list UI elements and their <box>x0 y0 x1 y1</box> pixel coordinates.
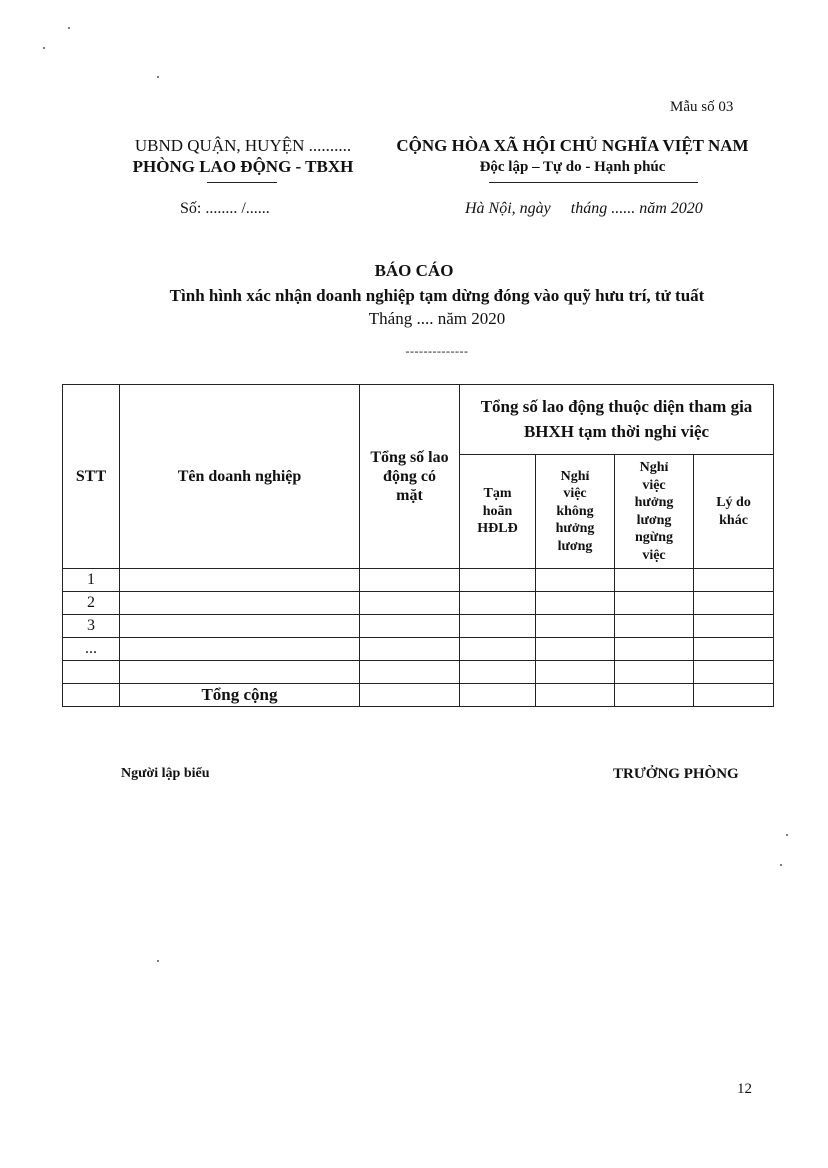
cell <box>615 638 694 661</box>
cell <box>694 592 774 615</box>
head-signature-label: TRƯỞNG PHÒNG <box>613 766 739 782</box>
total-row <box>63 684 774 707</box>
page-number: 12 <box>737 1081 752 1097</box>
national-title: CỘNG HÒA XÃ HỘI CHỦ NGHĨA VIỆT NAM <box>396 136 749 155</box>
scan-speck <box>43 47 45 49</box>
authority-line-2: PHÒNG LAO ĐỘNG - TBXH <box>132 157 354 176</box>
scan-speck <box>157 76 159 78</box>
cell <box>120 615 360 638</box>
issuing-authority <box>118 136 368 177</box>
scan-speck <box>780 864 782 866</box>
national-header <box>380 136 765 176</box>
cell <box>615 661 694 684</box>
row-stt: ... <box>63 638 120 661</box>
cell <box>615 569 694 592</box>
form-number: Mẫu số 03 <box>670 99 734 115</box>
scan-speck <box>786 834 788 836</box>
cell <box>120 661 360 684</box>
cell <box>460 592 536 615</box>
cell <box>694 661 774 684</box>
place-and-date: Hà Nội, ngày tháng ...... năm 2020 <box>465 200 703 217</box>
col-header-unpaid: Nghỉ việc không hưởng lương <box>536 455 615 569</box>
cell <box>120 592 360 615</box>
header-row-1 <box>63 385 774 455</box>
report-title: BÁO CÁO <box>374 261 454 280</box>
cell <box>360 569 460 592</box>
row-stt: 3 <box>63 615 120 638</box>
title-divider: -------------- <box>405 344 469 358</box>
row-stt <box>63 661 120 684</box>
table-row <box>63 615 774 638</box>
cell <box>460 569 536 592</box>
cell <box>694 638 774 661</box>
cell <box>536 615 615 638</box>
table-row <box>63 592 774 615</box>
row-stt: 2 <box>63 592 120 615</box>
scan-speck <box>157 960 159 962</box>
national-motto: Độc lập – Tự do - Hạnh phúc <box>479 159 666 175</box>
total-label: Tổng cộng <box>120 684 360 707</box>
cell <box>615 615 694 638</box>
cell <box>460 684 536 707</box>
col-header-other: Lý do khác <box>694 455 774 569</box>
cell <box>615 684 694 707</box>
cell <box>360 684 460 707</box>
table-row <box>63 661 774 684</box>
cell <box>615 592 694 615</box>
cell <box>536 661 615 684</box>
cell <box>360 592 460 615</box>
scan-speck <box>68 27 70 29</box>
col-header-suspended: Tạm hoãn HĐLĐ <box>460 455 536 569</box>
cell <box>63 684 120 707</box>
col-header-paid: Nghỉ việc hưởng lương ngừng việc <box>615 455 694 569</box>
cell <box>694 569 774 592</box>
table-row <box>63 569 774 592</box>
cell <box>120 569 360 592</box>
cell <box>694 615 774 638</box>
col-header-present: Tổng số lao động có mặt <box>360 385 460 569</box>
col-header-group: Tổng số lao động thuộc diện tham gia BHXH tạm thời nghỉ việc <box>460 385 774 455</box>
cell <box>460 661 536 684</box>
row-stt: 1 <box>63 569 120 592</box>
report-subtitle: Tình hình xác nhận doanh nghiệp tạm dừng đóng vào quỹ hưu trí, tử tuất <box>169 286 705 305</box>
cell <box>694 684 774 707</box>
cell <box>460 615 536 638</box>
motto-underline <box>489 182 698 183</box>
cell <box>536 638 615 661</box>
cell <box>536 569 615 592</box>
authority-line-1: UBND QUẬN, HUYỆN .......... <box>134 136 352 155</box>
preparer-signature-label: Người lập biểu <box>121 766 210 781</box>
document-number: Số: ........ /...... <box>180 200 270 217</box>
col-header-company: Tên doanh nghiệp <box>120 385 360 569</box>
cell <box>360 615 460 638</box>
cell <box>460 638 536 661</box>
col-header-stt: STT <box>63 385 120 569</box>
report-period: Tháng .... năm 2020 <box>368 309 506 328</box>
report-table <box>62 384 774 707</box>
table-row <box>63 638 774 661</box>
authority-underline <box>207 182 277 183</box>
cell <box>360 661 460 684</box>
cell <box>120 638 360 661</box>
cell <box>360 638 460 661</box>
cell <box>536 684 615 707</box>
cell <box>536 592 615 615</box>
